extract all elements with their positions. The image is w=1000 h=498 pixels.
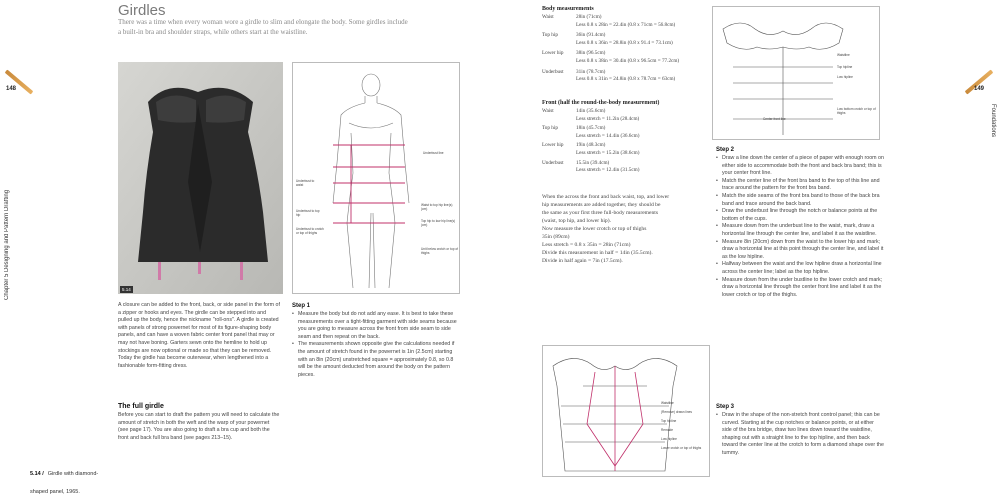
measure-calc-row: Less 0.8 x 36in = 28.8in (0.8 x 91.4 = 73.1cm): [576, 39, 673, 46]
step1-bullet: • Measure the body but do not add any ease. It is best to take these measurements over a tight-fitting garment with side seams because you are going to measure across the front from side seam to side seam and then repeat on the back.: [292, 311, 462, 341]
measure-calc-row: Less 0.8 x 28in = 22.4in (0.8 x 71cm = 56.8cm): [576, 21, 676, 28]
step2-bullet: • Measure down from the under bustline to the lower crotch and mark; draw a horizontal line through the center front line and label it as the lower crotch or top of the thighs.: [716, 277, 884, 300]
label-center-front: Center front line: [763, 117, 786, 121]
pattern-diagram-bottom: [542, 345, 710, 477]
front-measurements-title: Front (half the round-the-body measurement): [542, 100, 660, 106]
front-measurements-list: [542, 108, 702, 175]
paragraph-line: the same as your first three full-body measurements: [542, 210, 659, 216]
caption-text: Girdle with diamond-shaped panel, 1965.: [30, 471, 99, 495]
label-waistline: Waistline: [661, 401, 674, 405]
step1-title: Step 1: [292, 303, 311, 309]
label-drawn-lines: (Remove) drawn lines: [661, 410, 693, 414]
page-title: Girdles: [118, 2, 166, 19]
label-remade: Remade: [661, 428, 674, 432]
paragraph-line: Divide in half again = 7in (17.5cm).: [542, 258, 623, 264]
intro-text: There was a time when every woman wore a girdle to slim and elongate the body. Some girdles include a built-in bra and shoulder straps, while others start at the waistline.: [118, 18, 408, 36]
body-measurements-list: [542, 14, 702, 84]
measure-row: Lower hip 19in (48.3cm): [542, 142, 606, 149]
label-underbust: Underbust line: [423, 151, 444, 155]
measure-row: Top hip 18in (45.7cm): [542, 125, 606, 132]
measure-row: Top hip 36in (91.4cm): [542, 32, 606, 39]
caption-number: 5.14 /: [30, 471, 44, 477]
label-low-hipline-top: Low hipline: [837, 75, 853, 79]
step2-title: Step 2: [716, 147, 735, 153]
measure-calc-row: Less stretch = 11.2in (28.4cm): [576, 115, 640, 122]
photo-caption: [30, 462, 110, 498]
paragraph-line: 35in (89cm): [542, 234, 570, 240]
step3-title: Step 3: [716, 404, 735, 410]
step2-bullet: • Draw the underbust line through the notch or balance points at the bottom of the cups.: [716, 208, 884, 223]
measure-row: Lower hip 38in (96.5cm): [542, 50, 606, 57]
label-top-hip: Waist to top hip line(s) (cm): [421, 203, 453, 211]
label-crotch-top: Low bottom crotch or top of thighs: [837, 107, 876, 115]
measure-row: Underbust 15.5in (39.4cm): [542, 159, 610, 166]
step2-bullet: • Halfway between the waist and the low hipline draw a horizontal line across the center line; label as the top hipline.: [716, 261, 884, 276]
measure-calc-row: Less stretch = 12.4in (31.5cm): [576, 167, 640, 174]
body-measure-diagram: [292, 62, 460, 294]
measure-row: Waist 14in (35.6cm): [542, 108, 606, 114]
label-top-hipline-top: Top hipline: [837, 65, 853, 69]
step2-bullet: • Match the side seams of the front bra band to those of the back bra band and trace around the back band.: [716, 193, 884, 208]
measure-calc-row: Less 0.8 x 38in = 30.4in (0.8 x 96.5cm = 77.2cm): [576, 57, 680, 64]
label-waist-hip: Underbust to top hip: [296, 209, 320, 217]
step2-bullet: • Measure down from the underbust line to the waist, mark, draw a horizontal line through the center line, and label it as the waistline.: [716, 223, 884, 238]
step2-list: [716, 155, 884, 299]
body-measurements-title: Body measurements: [542, 6, 594, 12]
measure-row: Underbust 31in (78.7cm): [542, 68, 606, 75]
label-low-hipline: Low hipline: [661, 437, 677, 441]
step1-list: [292, 311, 462, 379]
label-lower-crotch: Lower crotch or top of thighs: [661, 446, 702, 450]
paragraph-line: Divide this measurement in half = 14in (35.5cm).: [542, 250, 653, 256]
step3-bullet: • Draw in the shape of the non-stretch front control panel; this can be curved. Starting at the cup notches or balance points, or at either side of the bra bridge, draw two lines down toward the waistline, shaping out with a straight line to the top hipline, and then back toward the center line at the crotch to form a diamond shape over the tummy.: [716, 412, 884, 458]
step1-bullet: • The measurements shown opposite give the calculations needed if the amount of stretch found in the powernet is 1in (2.5cm) starting with an 8in (20cm) unstretched square = approximately 0.8, so 0.8 will be the amount deducted from around the body on the pattern pieces.: [292, 341, 462, 379]
pattern-diagram-top: [712, 6, 880, 140]
paragraph-line: Now measure the lower crotch or top of thighs: [542, 226, 647, 232]
step3-list: [716, 412, 884, 458]
middle-paragraph: [542, 193, 712, 265]
step2-bullet: • Draw a line down the center of a piece of paper with enough room on either side to accommodate both the front and back bra band; this is your center front line.: [716, 155, 884, 178]
label-waistline-top: Waistline: [837, 53, 850, 57]
full-girdle-paragraph: Before you can start to draft the pattern you will need to calculate the amount of stretch in both the weft and the warp of your powernet (see page 17). You are also going to draft a bra cup and both the front and back full bra band (see pages 213–15).: [118, 412, 280, 441]
page-number-right: 149: [974, 86, 985, 92]
chapter-side-tab: Chapter 5 Designing and Pattern Drafting: [4, 189, 10, 300]
label-waist: Underbust to waist: [296, 179, 315, 187]
step2-bullet: • Match the center line of the front bra band to the top of this line and trace around the pattern for the front bra band.: [716, 178, 884, 193]
photo-tag: 5.14: [122, 287, 131, 292]
label-thighs: Unit below crotch or top of thighs: [421, 247, 459, 255]
subheading-full-girdle: The full girdle: [118, 403, 164, 410]
section-side-tab: Foundations: [990, 104, 996, 138]
measure-calc-row: Less stretch = 14.4in (36.6cm): [576, 132, 640, 139]
step2-bullet: • Measure 8in (20cm) down from the waist to the lower hip and mark; draw a horizontal line at this point through the center line, and label it as the low hipline.: [716, 239, 884, 262]
girdle-photo-image: [118, 62, 283, 294]
label-low-hip: Top hip to low hip line(s) (cm): [421, 219, 456, 227]
measure-calc-row: Less 0.8 x 31in = 24.8in (0.8 x 78.7cm = 63cm): [576, 76, 676, 83]
girdle-photo: [118, 62, 283, 294]
label-crotch: Underbust to crotch or top of thighs: [296, 227, 324, 235]
measure-row: Waist 28in (71cm): [542, 14, 602, 20]
paragraph-line: Less stretch = 0.8 x 35in = 28in (71cm): [542, 242, 631, 248]
paragraph-line: (waist, top hip, and lower hip).: [542, 218, 611, 224]
paragraph-line: hip measurements are added together, they should be: [542, 202, 661, 208]
label-top-hipline: Top hipline: [661, 419, 677, 423]
page-number-left: 148: [6, 86, 17, 92]
measure-calc-row: Less stretch = 15.2in (38.6cm): [576, 149, 640, 156]
body-paragraph: A closure can be added to the front, back, or side panel in the form of a zipper or hooks and eyes. The girdle can be stepped into and pulled up the body, hence the nickname "roll-ons". A girdle is created with panels of strong powernet for most of its figure-shaping body panels, and can have a woven fabric center front panel that may or may not have boning. Garters sewn onto the hemline to hold up stockings are now optional or made so that they can be removed. Today the girdle has become outerwear, when lengthened into a fashionable form-fitting dress.: [118, 302, 280, 369]
paragraph-line: When the across the front and back waist, top, and lower: [542, 194, 670, 200]
